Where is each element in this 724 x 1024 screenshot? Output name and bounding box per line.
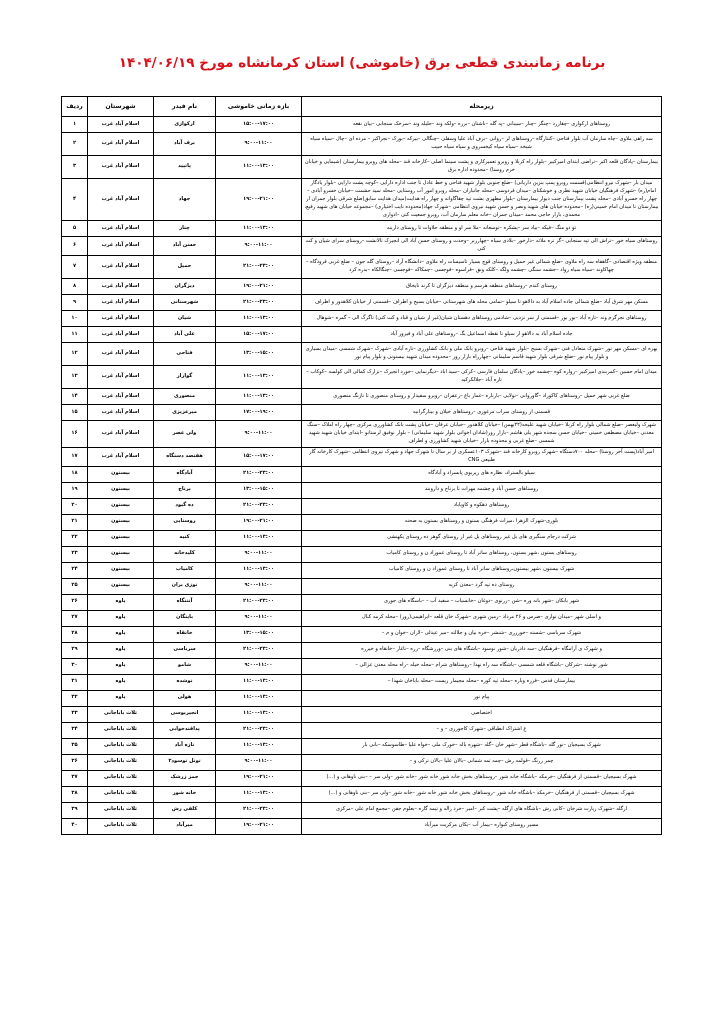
cell-time: ۱۱:۰۰-۱۳:۰۰ [216, 530, 302, 546]
cell-feeder: روستایی [154, 514, 216, 530]
cell-feeder: میرآباد [154, 818, 216, 834]
cell-city: اسلام آباد غرب [88, 237, 154, 256]
table-row [62, 343, 662, 366]
cell-feeder: جمز زرشک [154, 770, 216, 786]
cell-area: چمر زرنگ –قولمه رش –چمه تمه شمانی –بالان علیا –بالان ترکی و – [302, 754, 662, 770]
cell-row-no: ۲۱ [62, 514, 88, 530]
cell-city: پاوه [88, 658, 154, 674]
cell-row-no: ۱۴ [62, 389, 88, 405]
cell-time: ۹:۰۰-۱۱:۰۰ [216, 578, 302, 594]
cell-city: ثلاث باباجانی [88, 818, 154, 834]
cell-feeder: ولی عصر [154, 421, 216, 448]
cell-feeder: سرباسی [154, 642, 216, 658]
cell-time: ۲۱:۰۰-۲۳:۰۰ [216, 802, 302, 818]
cell-time: ۱۱:۰۰-۱۳:۰۰ [216, 311, 302, 327]
cell-area: و اسلی شهر –میدان نوازی –ضرس و ۲۶ مرداد –زمین شهری –شهرک خان قلعه –ابراهیمی(روز) –محله کرمه کنال [302, 610, 662, 626]
cell-row-no: ۳۹ [62, 802, 88, 818]
cell-row-no: ۵ [62, 221, 88, 237]
cell-time: ۹:۰۰-۱۱:۰۰ [216, 421, 302, 448]
cell-area: شهرک سرباسی –شسته –خورزری –شنشر –خره بیان و جلالته –میر عبدلی –لازان –خوان و م – [302, 626, 662, 642]
cell-area: روستای کندم –روستاهای منطقه هرسم و منطقه دیزگران تا کرند نایخاق [302, 279, 662, 295]
cell-row-no: ۱۸ [62, 466, 88, 482]
cell-feeder: ده گیود [154, 498, 216, 514]
table-row [62, 706, 662, 722]
cell-row-no: ۱ [62, 117, 88, 133]
table-row [62, 117, 662, 133]
column-header-city: شهرستان [88, 97, 154, 117]
cell-feeder: دیزگران [154, 279, 216, 295]
cell-time: ۱۹:۰۰-۲۱:۰۰ [216, 514, 302, 530]
table-row [62, 562, 662, 578]
table-row [62, 366, 662, 389]
table-row [62, 818, 662, 834]
cell-city: اسلام آباد غرب [88, 133, 154, 156]
table-row [62, 133, 662, 156]
cell-city: پاوه [88, 674, 154, 690]
cell-time: ۱۹:۰۰-۲۱:۰۰ [216, 818, 302, 834]
table-row [62, 421, 662, 448]
table-row [62, 546, 662, 562]
table-row [62, 786, 662, 802]
cell-row-no: ۲۹ [62, 642, 88, 658]
cell-feeder: تونل نوسود۲ [154, 754, 216, 770]
cell-area: بهره ای –مسکن مهر نور –شهرک متعادل فنی –شهرک بسیج –بلوار شهید فتاحی –روبرو بانک ملی و بانک کشاورزی –تاره آبادی –شهرک –شهرک شمسی –میدان بسیاری و بلوار پیام نور –ضلع شرقی بلوار شهید قاسم سلیمانی –چهارراه بازار روز –محدوده میدان شهید بیستونی و بلوار پیام نور [302, 343, 662, 366]
cell-city: بیستون [88, 514, 154, 530]
cell-area: میدان امام حسین –کمربندی امیرکبیر –زواره کوه –چشمه خور –یادگان سلمان فارسی –کرکی –سید اباد –دیگرنمایی –خورد انجیرک –نزارک کمالی الی کولسه –کوکاب –تازه آباد –جلالکرکیه [302, 366, 662, 389]
cell-time: ۹:۰۰-۱۱:۰۰ [216, 658, 302, 674]
cell-row-no: ۳۶ [62, 754, 88, 770]
cell-row-no: ۱۲ [62, 343, 88, 366]
schedule-table-container [62, 96, 662, 835]
table-row [62, 256, 662, 279]
cell-feeder: شامو [154, 658, 216, 674]
table-row [62, 498, 662, 514]
cell-time: ۲۱:۰۰-۲۳:۰۰ [216, 594, 302, 610]
cell-feeder: جهاد [154, 179, 216, 221]
column-header-feeder: نام فیدر [154, 97, 216, 117]
cell-city: ثلاث باباجانی [88, 706, 154, 722]
cell-area: مسیر روستای کبواره –بیمار آب –بکان مرکزیت میرآباد [302, 818, 662, 834]
cell-time: ۱۷:۰۰-۱۹:۰۰ [216, 405, 302, 421]
cell-feeder: کامیاب [154, 562, 216, 578]
cell-city: اسلام آباد غرب [88, 405, 154, 421]
table-row [62, 610, 662, 626]
cell-time: ۱۱:۰۰-۱۳:۰۰ [216, 156, 302, 179]
cell-time: ۹:۰۰-۱۱:۰۰ [216, 237, 302, 256]
cell-row-no: ۲ [62, 133, 88, 156]
cell-city: اسلام آباد غرب [88, 221, 154, 237]
cell-area: مسکن مهر شرق آباد –ضلع شمالی جاده اسلام آباد به دالاهو تا سیلو –تمامی محله های شهرستانی –خیابان بسیج و اطراف –قسمتی از خیابان کلاهدوز و اطراف [302, 295, 662, 311]
cell-time: ۱۹:۰۰-۲۱:۰۰ [216, 770, 302, 786]
cell-area: و شهرک ی آرامگاه –فرهنگیان –سه دادریان –شور نوسود –باشگاه های بنی –ورزشگاه –زره –ناغار –خانقاه و خیرره [302, 642, 662, 658]
cell-city: پاوه [88, 642, 154, 658]
table-header [62, 97, 662, 117]
cell-feeder: شهرستانی [154, 295, 216, 311]
cell-row-no: ۱۷ [62, 447, 88, 466]
cell-time: ۲۱:۰۰-۲۳:۰۰ [216, 466, 302, 482]
table-header-row [62, 97, 662, 117]
table-row [62, 221, 662, 237]
cell-row-no: ۲۷ [62, 610, 88, 626]
cell-city: اسلام آباد غرب [88, 421, 154, 448]
cell-row-no: ۱۵ [62, 405, 88, 421]
cell-row-no: ۲۳ [62, 546, 88, 562]
cell-city: اسلام آباد غرب [88, 327, 154, 343]
table-row [62, 626, 662, 642]
cell-feeder: هولی [154, 690, 216, 706]
cell-area: روستاهای سیاه خور –تراش الی تپه سنجابی –گر تره ملاثه –دارخور –بلادی سیاه –چهارزبر –وحدت و روستای حسن آباد الی انجیرک تالانشت –روستای سرای شیان و کت کتی [302, 237, 662, 256]
table-row [62, 466, 662, 482]
table-row [62, 530, 662, 546]
cell-city: ثلاث باباجانی [88, 722, 154, 738]
cell-row-no: ۳۸ [62, 786, 88, 802]
cell-time: ۱۱:۰۰-۱۳:۰۰ [216, 562, 302, 578]
cell-row-no: ۴۰ [62, 818, 88, 834]
cell-time: ۲۱:۰۰-۲۳:۰۰ [216, 498, 302, 514]
outage-schedule-table [61, 96, 662, 835]
cell-city: اسلام آباد غرب [88, 117, 154, 133]
cell-row-no: ۳ [62, 156, 88, 179]
cell-city: بیستون [88, 466, 154, 482]
cell-city: پاوه [88, 610, 154, 626]
table-row [62, 447, 662, 466]
cell-feeder: فتاحی [154, 343, 216, 366]
cell-feeder: ارکوازی [154, 117, 216, 133]
page-title: برنامه زمانبندی قطعی برق (خاموشی) استان کرمانشاه مورخ ۱۴۰۴/۰۶/۱۹ [118, 55, 606, 71]
cell-feeder: پداقندخوابی [154, 722, 216, 738]
cell-city: ثلاث باباجانی [88, 786, 154, 802]
cell-feeder: انجیربوسی [154, 706, 216, 722]
cell-time: ۹:۰۰-۱۱:۰۰ [216, 610, 302, 626]
cell-row-no: ۲۶ [62, 594, 88, 610]
cell-area: شهر بابکان –شهر بانه وره –شن –زرنوی –دوغان –خانسیاب – سفید آب – –باسگاه های جوری [302, 594, 662, 610]
cell-row-no: ۱۳ [62, 366, 88, 389]
cell-time: ۹:۰۰-۱۱:۰۰ [216, 546, 302, 562]
cell-area: اختصاصی [302, 706, 662, 722]
cell-feeder: برف آباد [154, 133, 216, 156]
cell-area: سیلو بالستراد، نظاره های زیربوی پابسراد و آبادگاه [302, 466, 662, 482]
cell-city: بیستون [88, 546, 154, 562]
cell-area: بیمارستان –یادگان قلعه اکبر –تراضی ابتدای امیرکبیر –بلوار راه کربلا و روبرو تعمیرکاری و پشت سینما اصلی –کارخانه قند –محله های روبرو بیمارستان (شیمایی و خیابان خرم روستا) –محدوده اداره برق [302, 156, 662, 179]
cell-feeder: منصوری [154, 389, 216, 405]
cell-city: اسلام آباد غرب [88, 295, 154, 311]
cell-area: تو دو منگ –فیکه –بیاد سر –پشکره –توسعانه –ملا سر او و منطقه حلاوات تا روستای دارینه [302, 221, 662, 237]
cell-time: ۱۵:۰۰-۱۷:۰۰ [216, 117, 302, 133]
cell-city: پاوه [88, 626, 154, 642]
cell-time: ۱۳:۰۰-۱۵:۰۰ [216, 343, 302, 366]
cell-area: روستاهای حسن آباد و چشمه مهرات تا برناج و داروبند [302, 482, 662, 498]
cell-row-no: ۳۰ [62, 658, 88, 674]
cell-feeder: پاتپید [154, 156, 216, 179]
cell-feeder: حسن آباد [154, 237, 216, 256]
cell-city: اسلام آباد غرب [88, 343, 154, 366]
cell-row-no: ۳۲ [62, 690, 88, 706]
cell-feeder: گوارار [154, 366, 216, 389]
cell-city: اسلام آباد غرب [88, 389, 154, 405]
cell-area: شهرک بسیجیان –قسمتی از فرهنگیان –خرمکه –باشگاه خانه شور –روستاهای بخش خانه شور خانه شور –خانه شور –ولی سر –بنی ناوهانی و (...) [302, 786, 662, 802]
cell-time: ۱۵:۰۰-۱۷:۰۰ [216, 327, 302, 343]
cell-area: بیمارستان قدس –فرزه وباره –محله تپه کوره –محله مجیماز زیست –محله باباخان شهدا – [302, 674, 662, 690]
cell-city: پاوه [88, 594, 154, 610]
table-body [62, 117, 662, 835]
cell-row-no: ۳۵ [62, 738, 88, 754]
cell-row-no: ۹ [62, 295, 88, 311]
cell-time: ۹:۰۰-۱۱:۰۰ [216, 754, 302, 770]
cell-area: پیام نور [302, 690, 662, 706]
cell-area: شرکت درجام سنگبری های بل غیر روستاهای بل غیر از روستای گوهر ده روستای یکهنشی [302, 530, 662, 546]
cell-row-no: ۳۱ [62, 674, 88, 690]
cell-feeder: آنتنگاه [154, 594, 216, 610]
cell-row-no: ۳۷ [62, 770, 88, 786]
cell-city: ثلاث باباجانی [88, 754, 154, 770]
cell-time: ۱۱:۰۰-۱۳:۰۰ [216, 690, 302, 706]
cell-time: ۱۱:۰۰-۱۳:۰۰ [216, 389, 302, 405]
cell-time: ۲۱:۰۰-۲۳:۰۰ [216, 642, 302, 658]
cell-city: بیستون [88, 530, 154, 546]
cell-feeder: خانقاه [154, 626, 216, 642]
cell-area: شور نوشته –شرکان –باشگاه قلعه شمسی –باشگاه سه راه نهدا –روستاهای شرام –محله خیله –راه محله معدن عزالی – [302, 658, 662, 674]
cell-feeder: نوزی بران [154, 578, 216, 594]
cell-area: سه راهی ملاوی –چاه سازمان آب بلوار فتاحی –کنتارگاه –روستاهای لر –روانی –برف آباد علیا وسفلی –چنگالی –بیرکه –بورک –نجراکبر – مرده ای –چال –سیاه سیاه شیخه –سیاه سیاه کیخسروی و سیاه سیاه حبیب [302, 133, 662, 156]
table-row [62, 754, 662, 770]
table-row [62, 578, 662, 594]
cell-feeder: هفتصد دستگاه [154, 447, 216, 466]
cell-city: بیستون [88, 482, 154, 498]
table-row [62, 722, 662, 738]
cell-feeder: شیان [154, 311, 216, 327]
cell-row-no: ۱۶ [62, 421, 88, 448]
cell-feeder: نوشده [154, 674, 216, 690]
table-row [62, 311, 662, 327]
table-row [62, 802, 662, 818]
cell-city: پاوه [88, 690, 154, 706]
cell-city: اسلام آباد غرب [88, 256, 154, 279]
cell-row-no: ۱۹ [62, 482, 88, 498]
cell-row-no: ۲۲ [62, 530, 88, 546]
cell-city: اسلام آباد غرب [88, 447, 154, 466]
cell-row-no: ۶ [62, 237, 88, 256]
table-row [62, 514, 662, 530]
cell-row-no: ۲۵ [62, 578, 88, 594]
table-row [62, 482, 662, 498]
cell-time: ۱۹:۰۰-۲۱:۰۰ [216, 279, 302, 295]
cell-area: ضلع غربی شهر حمیل –روستاهای کاکوزاد –گاوروانی –تولایی –بارباره –غماز باغ –زعفران –روبرو سفیدار و روستای منصوری تا ناژنگ منصوری [302, 389, 662, 405]
cell-area: روستاهای نجرگرم ونه –تازه آباد –بور بور –قسمتی از سر نزدیی –شادمی روستاهای دهستان شیان(غیر از شیان و قباد و کت کتی) تاگرگ الی – گمره –شوهال [302, 311, 662, 327]
cell-row-no: ۳۳ [62, 706, 88, 722]
cell-area: بلوری-شهرک الزهرا ،میراث فرهنگی بستون و روستاهای بستون به صحنه [302, 514, 662, 530]
cell-row-no: ۴ [62, 179, 88, 221]
cell-city: اسلام آباد غرب [88, 156, 154, 179]
cell-city: بیستون [88, 578, 154, 594]
cell-time: ۱۱:۰۰-۱۳:۰۰ [216, 221, 302, 237]
column-header-time-range: بازه زمانی خاموشی [216, 97, 302, 117]
cell-time: ۲۱:۰۰-۲۳:۰۰ [216, 722, 302, 738]
cell-time: ۱۵:۰۰-۱۷:۰۰ [216, 447, 302, 466]
cell-row-no: ۳۴ [62, 722, 88, 738]
cell-row-no: ۱۰ [62, 311, 88, 327]
cell-time: ۱۱:۰۰-۱۳:۰۰ [216, 706, 302, 722]
cell-feeder: کلیدخانه [154, 546, 216, 562]
cell-time: ۱۱:۰۰-۱۳:۰۰ [216, 674, 302, 690]
cell-time: ۱۹:۰۰-۲۱:۰۰ [216, 179, 302, 221]
table-row [62, 327, 662, 343]
cell-city: ثلاث باباجانی [88, 802, 154, 818]
cell-feeder: برناج [154, 482, 216, 498]
cell-feeder: خانه شور [154, 786, 216, 802]
cell-feeder: کنیه [154, 530, 216, 546]
table-row [62, 156, 662, 179]
cell-area: جاده اسلام آباد به دالاهو از سیلو تا نقطه اسماعیل بگ –روستاهای علی آباد و فیروز آباد [302, 327, 662, 343]
cell-city: ثلاث باباجانی [88, 738, 154, 754]
cell-area: امیر آباد(پست آخر روستا) –محله ۷۰۰دستگاه –شهرک روبرو کارخانه قند –شهرک ۱۰۳عسکری از بر سال تا شهرک جهاد و شهرک نیروی انتظامی –شهرک کارخانه گاز طبیعی CNG [302, 447, 662, 466]
cell-row-no: ۷ [62, 256, 88, 279]
cell-city: ثلاث باباجانی [88, 770, 154, 786]
table-row [62, 179, 662, 221]
cell-time: ۱۱:۰۰-۱۳:۰۰ [216, 366, 302, 389]
cell-time: ۱۱:۰۰-۱۳:۰۰ [216, 786, 302, 802]
table-row [62, 738, 662, 754]
table-row [62, 674, 662, 690]
cell-feeder: تازه آباد [154, 738, 216, 754]
table-row [62, 658, 662, 674]
cell-row-no: ۲۴ [62, 562, 88, 578]
cell-area: روستای ده تپه گرد –معدن کریه [302, 578, 662, 594]
cell-city: بیستون [88, 562, 154, 578]
table-row [62, 279, 662, 295]
column-header-area: زیرمحله [302, 97, 662, 117]
table-row [62, 642, 662, 658]
table-row [62, 405, 662, 421]
cell-feeder: کلفی رش [154, 802, 216, 818]
cell-area: قسمتی از روستای سراب مرغوزی –روستاهای خیلان و بینارگرانیه [302, 405, 662, 421]
cell-area: روستاهای بستون ،شهر بستون، روستاهای ساتر آباد تا روستای عموزاد ن و روستای کامیاب [302, 546, 662, 562]
cell-row-no: ۲۸ [62, 626, 88, 642]
cell-city: بیستون [88, 498, 154, 514]
cell-area: شهرک بیستون ،شهر بیستون،روستاهای ساتر آباد تا روستای عموزاد ن و روستای کامیاب [302, 562, 662, 578]
cell-feeder: میرعزیزی [154, 405, 216, 421]
cell-feeder: حمیل [154, 256, 216, 279]
cell-time: ۲۱:۰۰-۲۳:۰۰ [216, 256, 302, 279]
table-row [62, 770, 662, 786]
cell-feeder: علی آباد [154, 327, 216, 343]
cell-row-no: ۱۱ [62, 327, 88, 343]
cell-city: اسلام آباد غرب [88, 279, 154, 295]
cell-row-no: ۲۰ [62, 498, 88, 514]
cell-feeder: آبادگاه [154, 466, 216, 482]
table-row [62, 690, 662, 706]
cell-area: منطقه ویژه اقتصادی –گاهفاه سه راه ملاوی –ضلع شمالی غیر حمیل و روستای قوچ بسیار تاسیسات راه ملاوی –دانشگاه آزاد –روستای گله جون – ضلع غربی فرودگاه –چهاکاوند –سیاه سیاه زواد –جشمه سنگی –چشمه ولگه –کلکه ونق –فراسوه –فوجسی –چمکاکه –فوجسی –چنگالکاه –بدره کرد [302, 256, 662, 279]
cell-time: ۲۱:۰۰-۲۳:۰۰ [216, 295, 302, 311]
cell-area: شهرک بسیجیان –نور گله –باشگاه قطر –شهر خان –گله –شهره باله –خورک ملی –خواه علیا –طاسوسکه –بانی بار [302, 738, 662, 754]
cell-time: ۱۱:۰۰-۱۳:۰۰ [216, 738, 302, 754]
column-header-row-no: ردیف [62, 97, 88, 117]
cell-area: غ اشتراک انطباقی –شهرک کاجورزی – و – [302, 722, 662, 738]
table-row [62, 594, 662, 610]
cell-time: ۹:۰۰-۱۱:۰۰ [216, 133, 302, 156]
cell-feeder: بایتگان [154, 610, 216, 626]
cell-area: شهرک بسیجیان –قسمتی از فرهنگیان –خرمکه –باشگاه خانه شور –روستاهای بخش خانه شور خانه شور –خانه شور –ولی سر – –بنی ناوهانی و (...) [302, 770, 662, 786]
table-row [62, 237, 662, 256]
cell-time: ۱۳:۰۰-۱۵:۰۰ [216, 482, 302, 498]
cell-city: اسلام آباد غرب [88, 311, 154, 327]
cell-area: ازگله –شهرک زیارت شرخان –کانی رش –باشگاه های ازگله –پشت کنر –امیر –خرد زاله و تیمه گازه –بعلوم جفن –مجمع امام علی –مرکزی [302, 802, 662, 818]
cell-area: روستاهای ارکوازی –چقازرد –چنگر –چنار –سیبانی –په گله –ناشتان –برزه –ولکه وند –جلیله وند –سرخک سنجابی –بیان نقعه [302, 117, 662, 133]
cell-feeder: چنار [154, 221, 216, 237]
cell-area: روستاهای دهکوه و کاویاباد [302, 498, 662, 514]
cell-row-no: ۸ [62, 279, 88, 295]
cell-area: میدان بار –شهرک نیرو انتظامی(قسمت روبرو پمپ بنزین داریانی) –ضلع جنوبی بلوار شهید فتاحی و خط عادل تا جنب اداره دارایی –کوچه پشت دارایی –بلوار یادگار امام(ره) –شهرک فرهنگیان خیابان شهید نظری و خوشکنای –میدان فردوسی –محله جانبازان –محله روبرو امور آب روستایی –محله سید حشمت –خیابان خسرو آبادی –چهار راه خسرو آبادی –محله پشت بیمارستان جنب دیوار بیمارستان –بلوار مطهری بشت تپه چقاگاوانه و چهار راه هدایت(میدان هدایت سابق)ضلع شرقی بلوار جمران از بیمارستان تا میدان امام خمینی(ره) –محدوده خیابان های شهید ونصر و حسن شهید نیروی انتظامی –شهرک جهاد(محدوده نایب اختیاری) –مجموعه خیابان های شهید رفیع، محمدی، بازار حاجی محمد –میدان جمران –خانه معلم سازمان آب، روبرو جمعیت کتی –ادواری [302, 179, 662, 221]
cell-city: اسلام آباد غرب [88, 366, 154, 389]
cell-time: ۱۳:۰۰-۱۵:۰۰ [216, 626, 302, 642]
cell-city: اسلام آباد غرب [88, 179, 154, 221]
table-row [62, 389, 662, 405]
table-row [62, 295, 662, 311]
cell-area: شهرک ولیعصر –ضلع شمالی بلوار راه کربلا –خیابان شهید علیجه(۲۲بهمن) –خیابان کلاهدوز –خیابان عرفان –خیابان پشت بانک کشاورزی مرکزی –چهار راه املاک –سنگ معدنی –خیابان مصطفی خمینی –خیابان حسن سجده شهر یلی هاشم –بازار روز(شادان اخوانی بلوار شهید سلیمانی) – بلوار توفیق لرستانو –ابتدای خیابان شهید شهید شمسی –ضلع غربی و محدوده بازار –خیابان شهید کشاورزی و اطراف [302, 421, 662, 448]
